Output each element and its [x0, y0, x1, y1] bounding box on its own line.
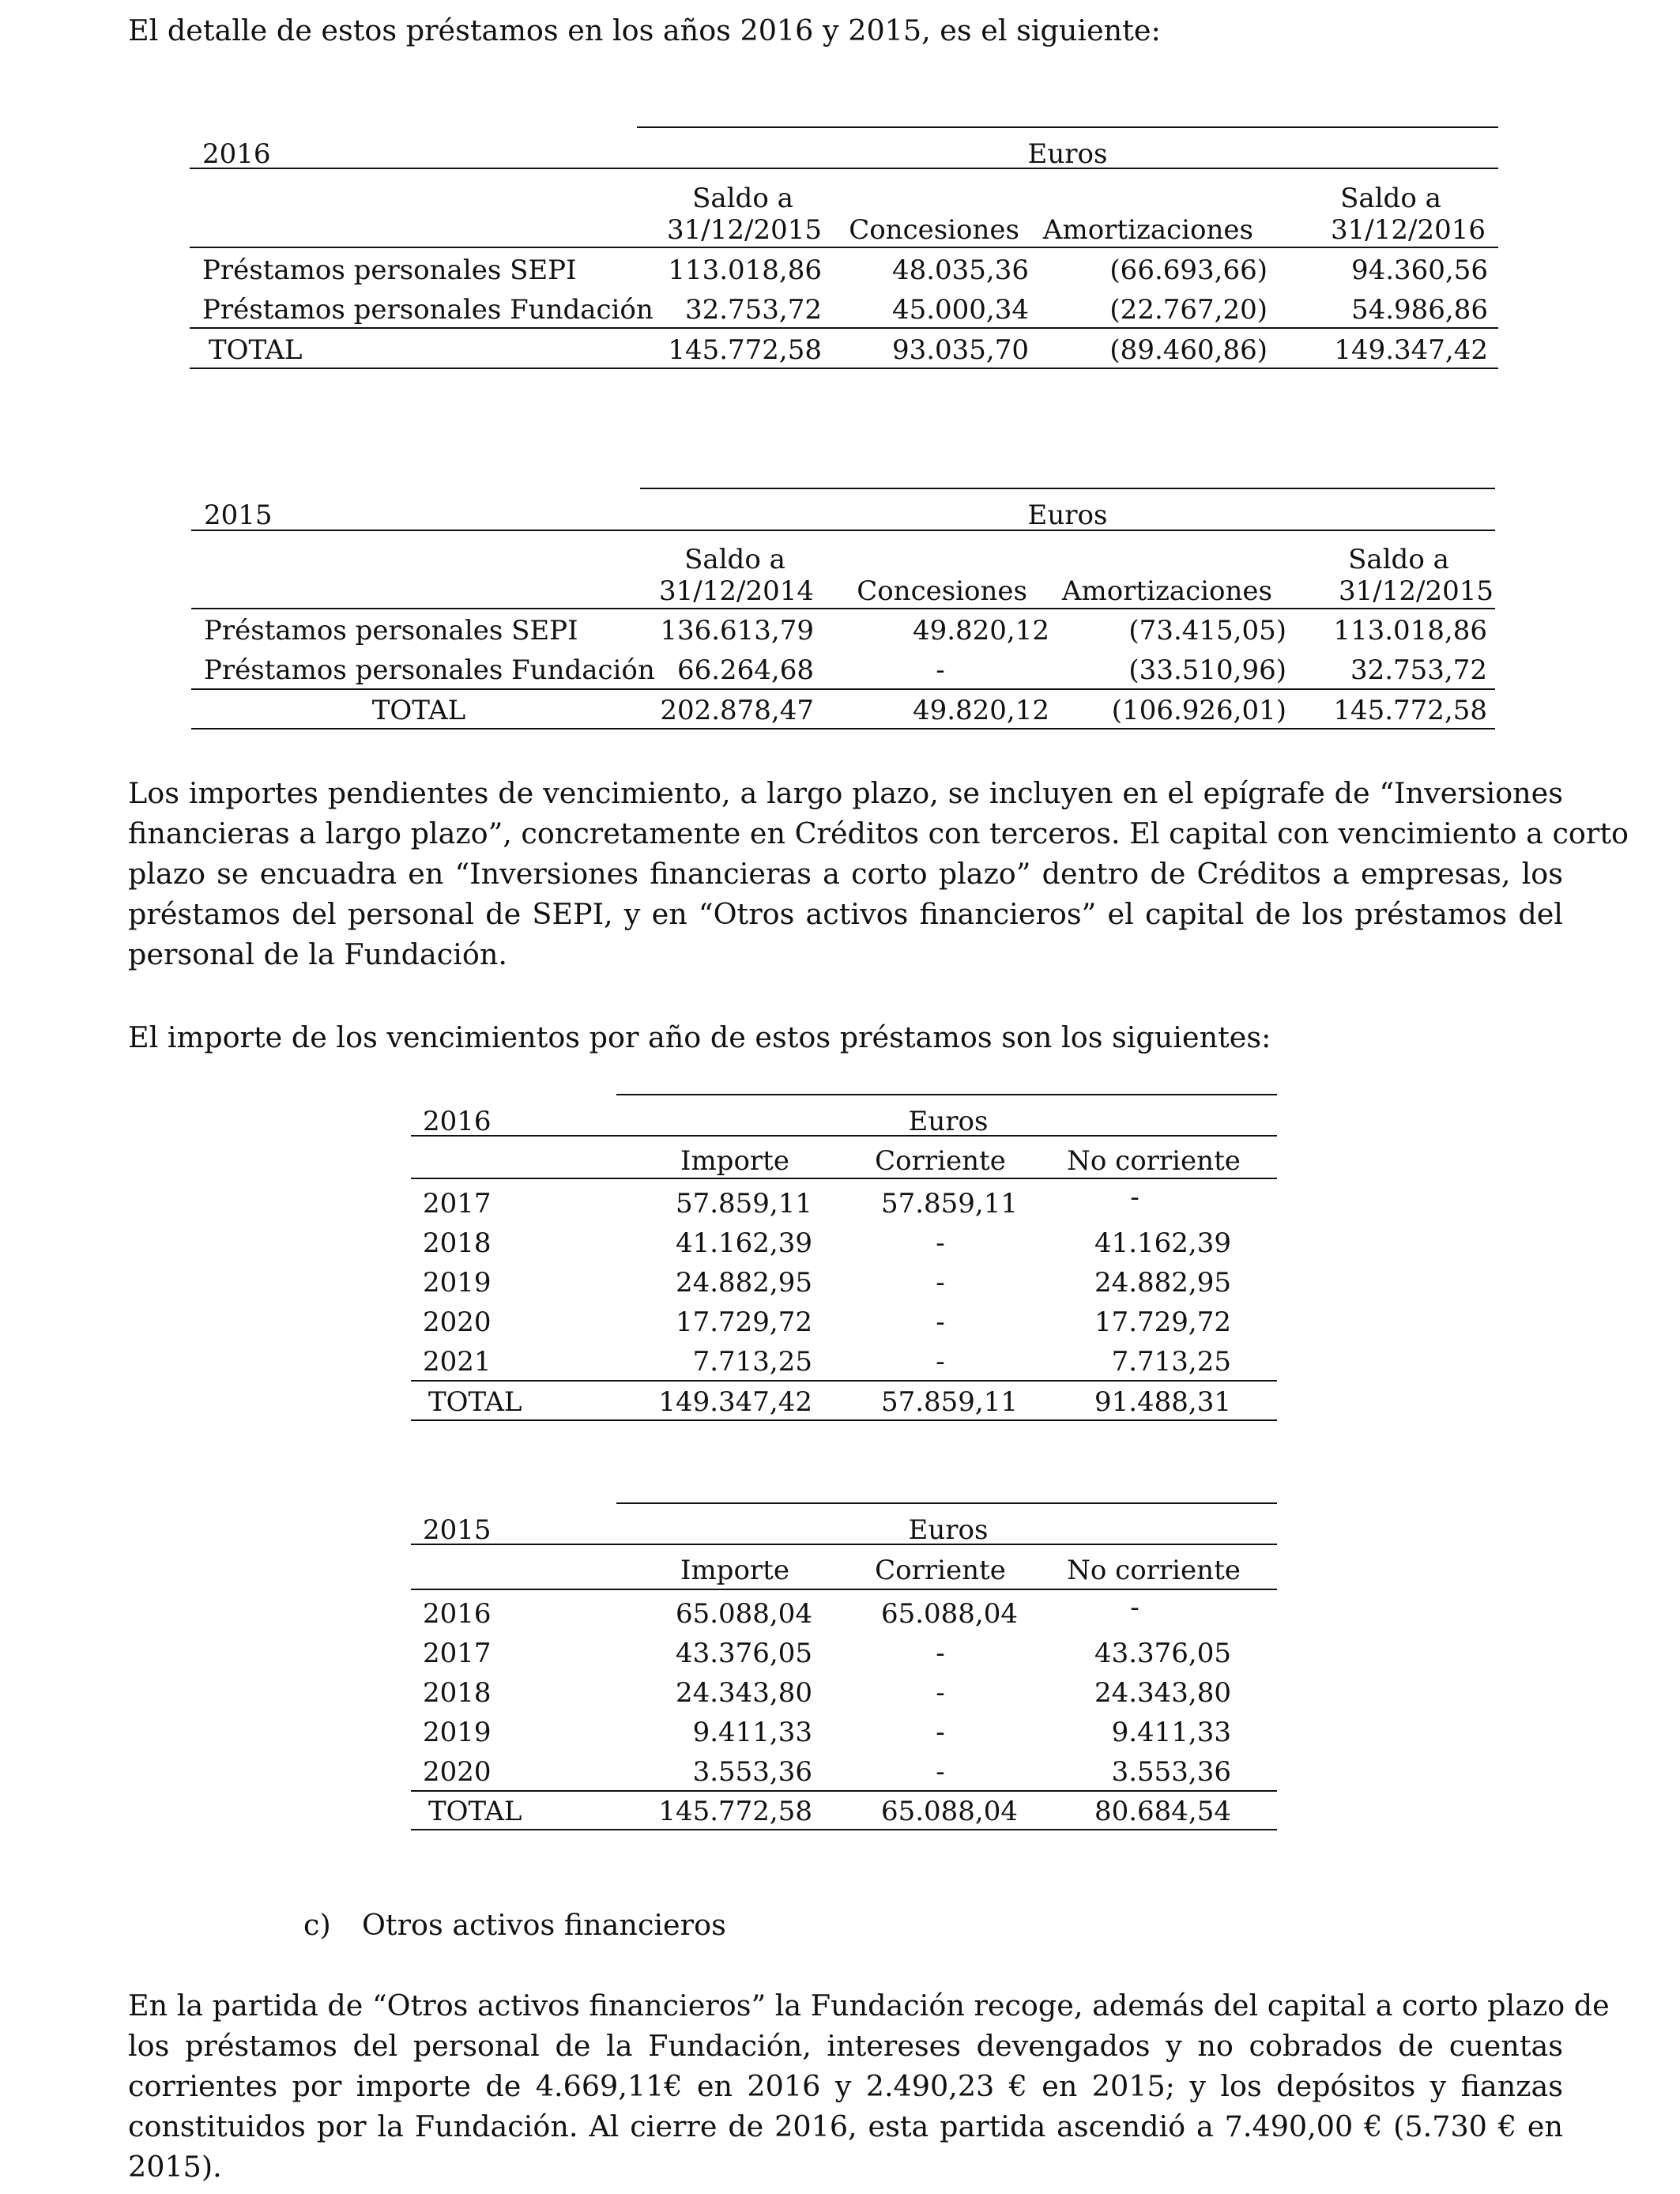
table-year: 2016: [423, 1106, 492, 1137]
cell-value: -: [936, 1267, 945, 1299]
column-header: Corriente: [875, 1145, 1006, 1177]
cell-value: 57.859,11: [880, 1386, 1018, 1418]
cell-value: 49.820,12: [912, 615, 1049, 647]
cell-value: 136.613,79: [660, 615, 814, 647]
cell-value: 113.018,86: [668, 254, 822, 286]
column-header: 31/12/2015: [667, 214, 822, 246]
column-header: No corriente: [1067, 1555, 1241, 1586]
cell-value: 41.162,39: [1094, 1227, 1231, 1259]
cell-value: -: [936, 1227, 945, 1259]
cell-value: -: [936, 1306, 945, 1338]
paragraph-line: En la partida de “Otros activos financieros” la Fundación recoge, además del capital a corto plazo de: [128, 1989, 1610, 2022]
cell-value: 65.088,04: [675, 1598, 812, 1630]
paragraph-line: 2015).: [128, 2150, 222, 2184]
cell-value: (33.510,96): [1128, 654, 1286, 686]
cell-value: 7.713,25: [692, 1346, 812, 1378]
paragraph-line: los préstamos del personal de la Fundación, intereses devengados y no cobrados de cuentas: [128, 2029, 1563, 2063]
cell-value: 91.488,31: [1094, 1386, 1231, 1418]
row-label: 2016: [423, 1598, 492, 1630]
row-label: TOTAL: [428, 1386, 522, 1418]
table-year: 2016: [202, 138, 271, 170]
column-header: Saldo a: [684, 544, 785, 575]
paragraph-line: personal de la Fundación.: [128, 937, 507, 971]
cell-value: 49.820,12: [912, 695, 1049, 726]
cell-value: 57.859,11: [675, 1188, 812, 1220]
cell-value: (66.693,66): [1109, 254, 1268, 286]
column-header: Amortizaciones: [1061, 575, 1272, 607]
paragraph-line: financieras a largo plazo”, concretamente en Créditos con terceros. El capital con vencimiento a corto: [128, 816, 1629, 850]
row-label: Préstamos personales Fundación: [204, 654, 655, 686]
row-label: 2017: [423, 1188, 492, 1220]
cell-value: 3.553,36: [1111, 1756, 1231, 1788]
intro-text: El detalle de estos préstamos en los años 2016 y 2015, es el siguiente:: [128, 13, 1161, 47]
column-header: Concesiones: [857, 575, 1027, 607]
cell-value: 17.729,72: [675, 1306, 812, 1338]
cell-value: (73.415,05): [1128, 615, 1286, 647]
cell-value: -: [1130, 1182, 1139, 1213]
cell-value: -: [936, 1717, 945, 1748]
cell-value: 202.878,47: [660, 695, 814, 726]
column-header: Importe: [680, 1555, 789, 1586]
cell-value: 24.882,95: [1094, 1267, 1231, 1299]
cell-value: 65.088,04: [880, 1598, 1018, 1630]
cell-value: 94.360,56: [1350, 254, 1488, 286]
row-label: 2019: [423, 1717, 492, 1748]
row-label: TOTAL: [209, 334, 303, 366]
column-header: Saldo a: [692, 183, 793, 214]
cell-value: 3.553,36: [692, 1756, 812, 1788]
table-unit: Euros: [1027, 138, 1108, 170]
cell-value: 145.772,58: [1333, 695, 1487, 726]
cell-value: 66.264,68: [676, 654, 814, 686]
cell-value: 48.035,36: [891, 254, 1029, 286]
cell-value: -: [936, 1677, 945, 1709]
cell-value: 54.986,86: [1350, 294, 1488, 326]
column-header: Concesiones: [849, 214, 1019, 246]
cell-value: 7.713,25: [1111, 1346, 1231, 1378]
cell-value: 43.376,05: [1094, 1638, 1231, 1669]
cell-value: -: [1130, 1592, 1139, 1623]
row-label: 2020: [423, 1306, 492, 1338]
paragraph-maturities-intro: El importe de los vencimientos por año de estos préstamos son los siguientes:: [128, 1020, 1271, 1054]
cell-value: 93.035,70: [891, 334, 1029, 366]
column-header: Importe: [680, 1145, 789, 1177]
cell-value: -: [936, 1756, 945, 1788]
cell-value: 45.000,34: [891, 294, 1029, 326]
paragraph-line: plazo se encuadra en “Inversiones financieras a corto plazo” dentro de Créditos a empresas, los: [128, 857, 1563, 891]
row-label: 2017: [423, 1638, 492, 1669]
table-year: 2015: [423, 1514, 492, 1546]
row-label: 2018: [423, 1677, 492, 1709]
cell-value: 32.753,72: [1350, 654, 1487, 686]
row-label: TOTAL: [428, 1796, 522, 1827]
table-year: 2015: [204, 499, 273, 531]
row-label: Préstamos personales SEPI: [204, 615, 578, 647]
cell-value: 65.088,04: [880, 1796, 1018, 1827]
row-label: 2019: [423, 1267, 492, 1299]
cell-value: 145.772,58: [658, 1796, 812, 1827]
table-unit: Euros: [908, 1106, 989, 1137]
cell-value: 9.411,33: [1111, 1717, 1231, 1748]
column-header: Saldo a: [1348, 544, 1449, 575]
column-header: Corriente: [875, 1555, 1006, 1586]
cell-value: (106.926,01): [1111, 695, 1286, 726]
cell-value: 32.753,72: [684, 294, 822, 326]
cell-value: 17.729,72: [1094, 1306, 1231, 1338]
section-title: Otros activos financieros: [362, 1908, 726, 1942]
cell-value: 24.882,95: [675, 1267, 812, 1299]
cell-value: (22.767,20): [1109, 294, 1268, 326]
paragraph-line: préstamos del personal de SEPI, y en “Otros activos financieros” el capital de los préstamos del: [128, 897, 1563, 931]
cell-value: 145.772,58: [668, 334, 822, 366]
cell-value: 149.347,42: [1334, 334, 1488, 366]
column-header: Saldo a: [1340, 183, 1441, 214]
paragraph-line: Los importes pendientes de vencimiento, a largo plazo, se incluyen en el epígrafe de “Inversiones: [128, 776, 1563, 810]
row-label: Préstamos personales Fundación: [202, 294, 654, 326]
cell-value: 80.684,54: [1094, 1796, 1231, 1827]
row-label: Préstamos personales SEPI: [202, 254, 577, 286]
row-label: 2021: [423, 1346, 492, 1378]
cell-value: 41.162,39: [675, 1227, 812, 1259]
paragraph-line: constituidos por la Fundación. Al cierre de 2016, esta partida ascendió a 7.490,00 € (5.730 € en: [128, 2109, 1563, 2143]
cell-value: 43.376,05: [675, 1638, 812, 1669]
column-header: 31/12/2016: [1331, 214, 1486, 246]
row-label: 2018: [423, 1227, 492, 1259]
section-marker: c): [303, 1908, 331, 1942]
column-header: No corriente: [1067, 1145, 1241, 1177]
cell-value: 24.343,80: [1094, 1677, 1231, 1709]
cell-value: -: [936, 1346, 945, 1378]
cell-value: 24.343,80: [675, 1677, 812, 1709]
row-label: TOTAL: [371, 695, 466, 726]
table-unit: Euros: [1027, 499, 1108, 531]
table-unit: Euros: [908, 1514, 989, 1546]
cell-value: -: [936, 654, 945, 686]
cell-value: 149.347,42: [658, 1386, 812, 1418]
column-header: Amortizaciones: [1042, 214, 1253, 246]
cell-value: 9.411,33: [692, 1717, 812, 1748]
paragraph-line: corrientes por importe de 4.669,11€ en 2016 y 2.490,23 € en 2015; y los depósitos y fianzas: [128, 2069, 1563, 2103]
column-header: 31/12/2015: [1339, 575, 1494, 607]
row-label: 2020: [423, 1756, 492, 1788]
cell-value: 113.018,86: [1333, 615, 1487, 647]
cell-value: -: [936, 1638, 945, 1669]
column-header: 31/12/2014: [659, 575, 814, 607]
cell-value: 57.859,11: [880, 1188, 1018, 1220]
cell-value: (89.460,86): [1109, 334, 1268, 366]
